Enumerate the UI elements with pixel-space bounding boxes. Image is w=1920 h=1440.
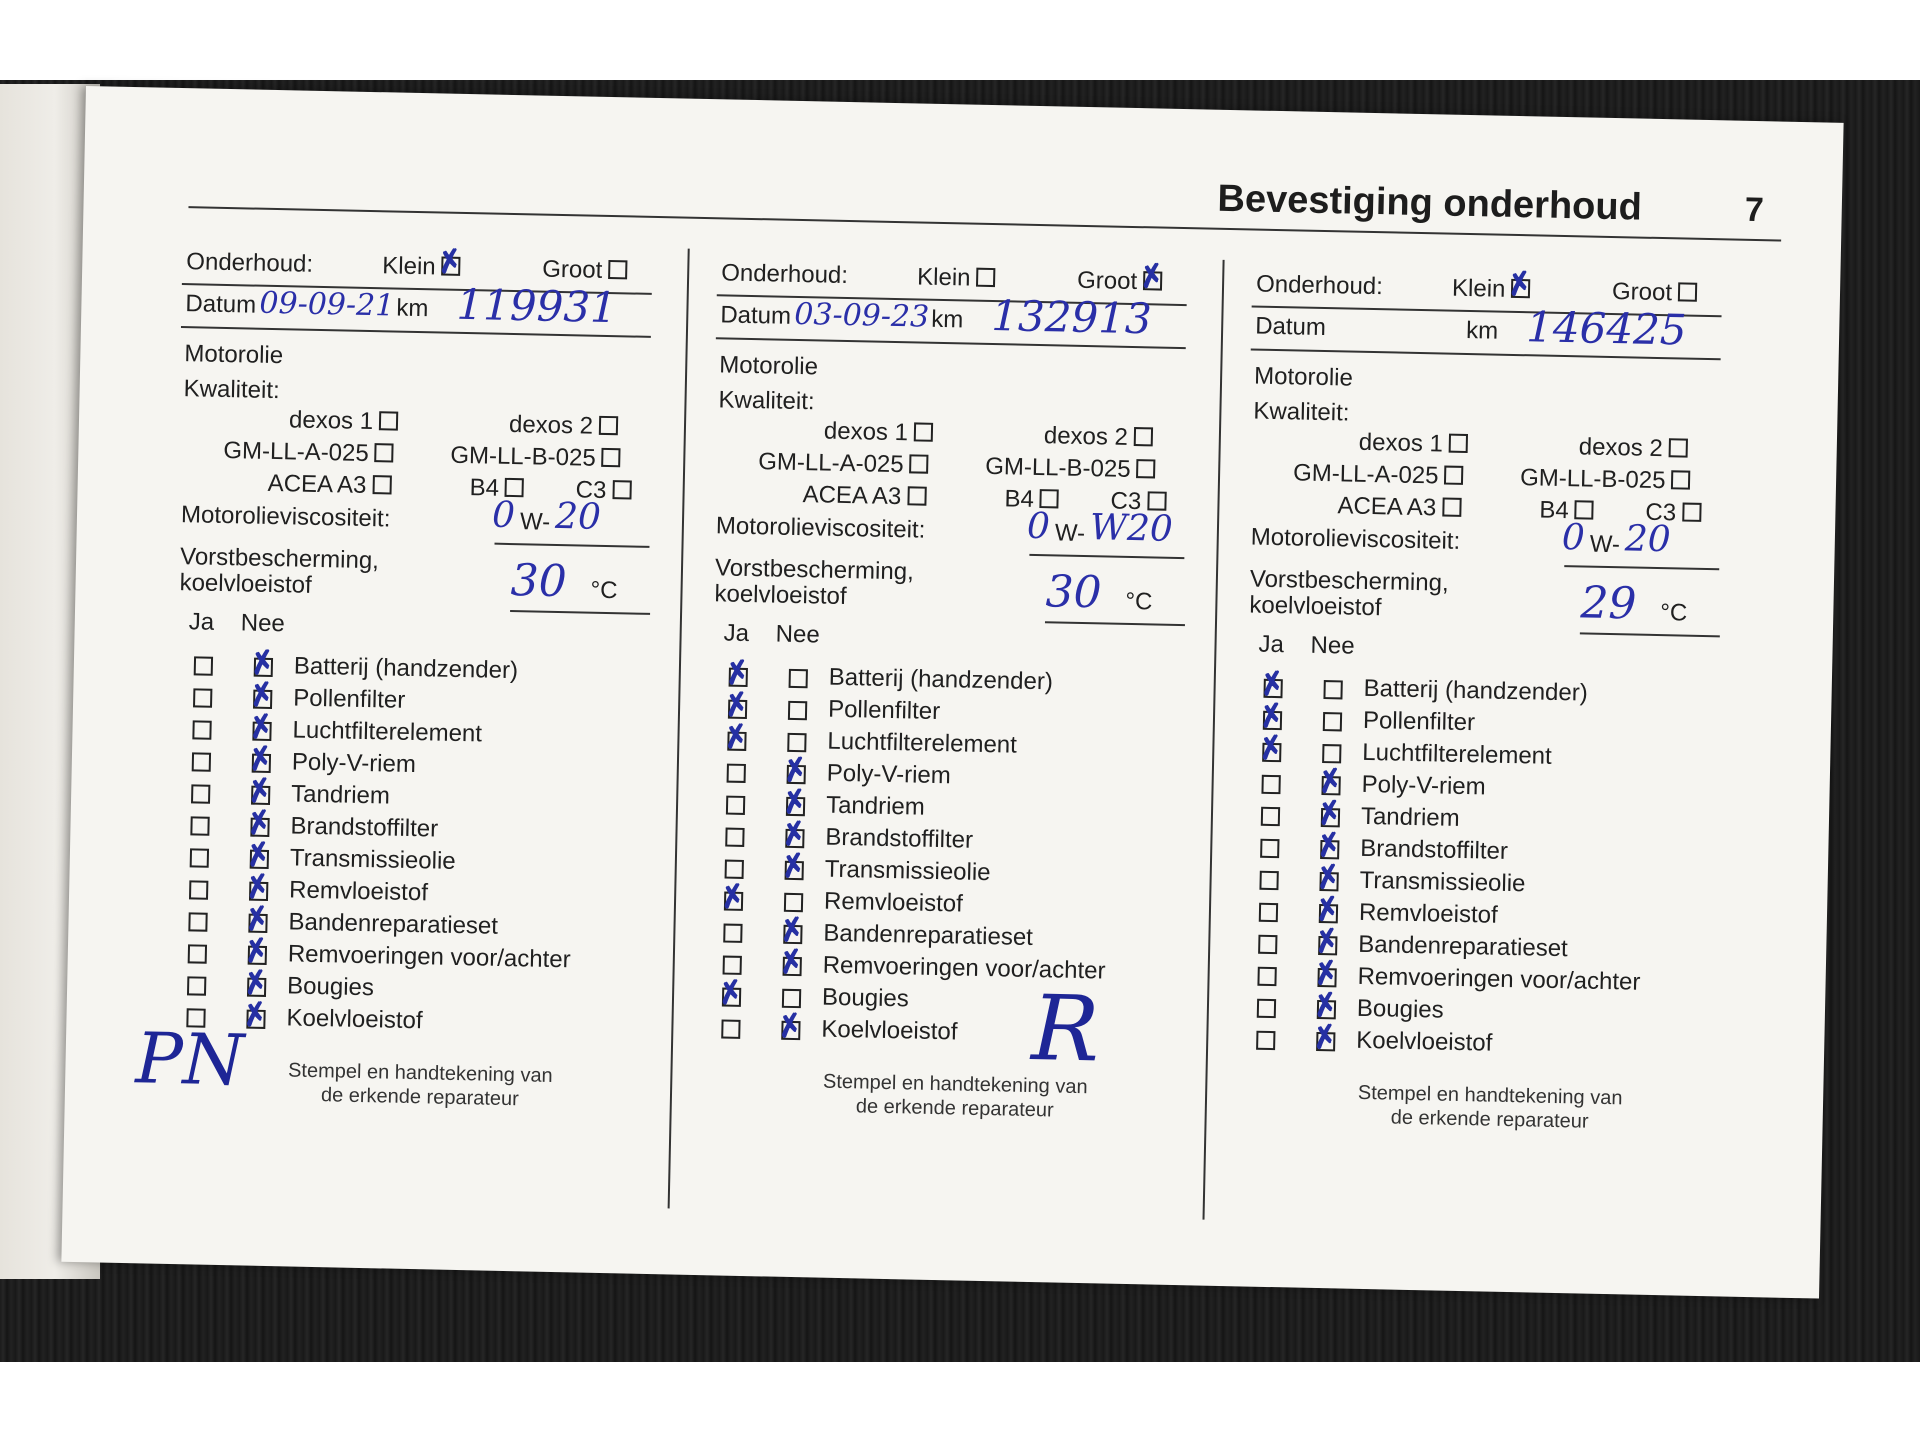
nee-checkbox xyxy=(1318,936,1337,955)
vorst-label-2: koelvloeistof xyxy=(179,569,312,599)
item-label: Poly-V-riem xyxy=(826,759,952,790)
ja-checkbox xyxy=(727,764,746,783)
nee-checkbox xyxy=(784,893,803,912)
checklist-item xyxy=(193,682,406,714)
nee-checkbox xyxy=(1316,1032,1335,1051)
item-label: Batterij (handzender) xyxy=(828,663,1054,696)
item-label: Transmissieolie xyxy=(824,855,991,887)
datum-label: Datum xyxy=(720,301,792,330)
dexos1-checkbox xyxy=(914,422,933,441)
item-label: Brandstoffilter xyxy=(290,812,439,843)
temp-rule xyxy=(1045,621,1185,626)
nee-checkbox xyxy=(1320,840,1339,859)
checklist-item xyxy=(1261,769,1486,801)
km-value: 132913 xyxy=(990,291,1153,344)
ja-checkbox xyxy=(1257,967,1276,986)
nee-checkbox xyxy=(786,797,805,816)
item-label: Poly-V-riem xyxy=(291,748,417,779)
entry-column-2 xyxy=(698,249,1237,1190)
ja-checkbox xyxy=(725,860,744,879)
acea-option xyxy=(802,481,926,512)
gm-a-option xyxy=(758,448,929,480)
vorst-label-2: koelvloeistof xyxy=(714,580,847,611)
acea-label: ACEA A3 xyxy=(1337,492,1437,522)
item-label: Remvloeistof xyxy=(1358,898,1498,929)
item-label: Bandenreparatieset xyxy=(823,919,1034,952)
nee-checkbox xyxy=(1317,968,1336,987)
ja-checkbox xyxy=(1258,935,1277,954)
temp-value: 30 xyxy=(1045,566,1103,619)
vorst-label-1: Vorstbescherming, xyxy=(714,554,915,586)
checklist-item xyxy=(722,982,910,1014)
groot-label: Groot xyxy=(1611,278,1673,307)
c3-checkbox xyxy=(612,480,631,499)
nee-checkbox xyxy=(788,701,807,720)
ja-header: Ja xyxy=(723,619,750,648)
ja-checkbox xyxy=(1256,1031,1275,1050)
groot-checkbox xyxy=(1143,271,1162,290)
klein-checkbox xyxy=(976,268,995,287)
viscosity-w: W- xyxy=(1589,530,1621,559)
c3-label: C3 xyxy=(1645,498,1677,527)
ja-checkbox xyxy=(190,816,209,835)
stamp-caption xyxy=(260,1058,581,1113)
item-label: Remvloeistof xyxy=(823,887,964,918)
checklist-item xyxy=(1259,865,1526,898)
item-label: Luchtfilterelement xyxy=(827,727,1018,759)
acea-label: ACEA A3 xyxy=(267,469,367,499)
item-label: Luchtfilterelement xyxy=(1362,738,1553,770)
dexos2-checkbox xyxy=(1669,438,1688,457)
acea-option xyxy=(267,470,391,501)
checklist-item xyxy=(723,918,1034,952)
viscosity-prefix: 0 xyxy=(1026,505,1051,548)
dexos2-label: dexos 2 xyxy=(508,410,594,440)
kwaliteit-label: Kwaliteit: xyxy=(1253,397,1350,427)
checklist-item xyxy=(1256,1025,1493,1057)
item-label: Koelvloeistof xyxy=(286,1004,423,1035)
onderhoud-label: Onderhoud: xyxy=(720,259,849,289)
motorolie-label: Motorolie xyxy=(1253,362,1354,392)
groot-checkbox xyxy=(1678,282,1697,301)
ja-checkbox xyxy=(726,796,745,815)
km-label: km xyxy=(396,294,429,323)
nee-checkbox xyxy=(1321,776,1340,795)
checklist-item xyxy=(189,874,429,907)
dexos1-checkbox xyxy=(379,411,398,430)
klein-option xyxy=(382,252,461,282)
nee-checkbox xyxy=(782,989,801,1008)
nee-checkbox xyxy=(252,722,271,741)
groot-label: Groot xyxy=(1076,266,1138,296)
ja-checkbox xyxy=(729,668,748,687)
item-label: Batterij (handzender) xyxy=(293,652,519,685)
item-label: Bougies xyxy=(821,983,910,1013)
checklist-item xyxy=(191,778,391,810)
stamp-line-1: Stempel en handtekening van xyxy=(822,1070,1088,1099)
ja-checkbox xyxy=(187,976,206,995)
acea-label: ACEA A3 xyxy=(802,481,902,511)
motorolie-label: Motorolie xyxy=(184,340,284,370)
b4-label: B4 xyxy=(1539,496,1570,525)
ja-checkbox xyxy=(1259,903,1278,922)
item-label: Bandenreparatieset xyxy=(288,908,499,940)
dexos2-label: dexos 2 xyxy=(1578,433,1664,463)
klein-option xyxy=(1452,275,1531,305)
ja-checkbox xyxy=(724,892,743,911)
nee-checkbox xyxy=(250,818,269,837)
entry-column-1 xyxy=(134,238,702,1179)
nee-checkbox xyxy=(785,829,804,848)
item-label: Remvoeringen voor/achter xyxy=(287,940,571,974)
dexos1-option xyxy=(824,418,934,448)
checklist-item xyxy=(721,1014,958,1046)
gm-a-checkbox xyxy=(909,454,928,473)
item-label: Bougies xyxy=(1356,994,1444,1024)
c3-label: C3 xyxy=(1110,487,1142,516)
datum-value: 03-09-23 xyxy=(794,296,930,335)
viscosity-w: W- xyxy=(1054,519,1086,548)
gm-b-option xyxy=(450,442,621,474)
temp-value: 29 xyxy=(1579,577,1638,630)
gm-a-label: GM-LL-A-025 xyxy=(757,448,904,479)
c3-checkbox xyxy=(1682,503,1701,522)
checklist-item xyxy=(188,906,499,940)
groot-checkbox xyxy=(608,260,627,279)
onderhoud-label: Onderhoud: xyxy=(186,248,314,278)
datum-label: Datum xyxy=(185,290,257,319)
ja-checkbox xyxy=(192,720,211,739)
gm-b-option xyxy=(1520,464,1691,496)
temp-rule xyxy=(1580,632,1720,637)
checklist-item xyxy=(726,790,926,822)
checklist-item xyxy=(1257,993,1444,1025)
nee-checkbox xyxy=(1323,680,1342,699)
ja-header: Ja xyxy=(188,608,215,636)
viscosity-prefix: 0 xyxy=(491,494,516,537)
ja-checkbox xyxy=(1262,743,1281,762)
item-label: Bandenreparatieset xyxy=(1358,930,1569,963)
ja-checkbox xyxy=(725,828,744,847)
nee-checkbox xyxy=(1321,808,1340,827)
item-label: Brandstoffilter xyxy=(825,823,974,854)
nee-checkbox xyxy=(1317,1000,1336,1019)
acea-checkbox xyxy=(372,475,391,494)
checklist-item xyxy=(1257,961,1641,996)
gm-b-label: GM-LL-B-025 xyxy=(450,441,596,472)
vorst-label-2: koelvloeistof xyxy=(1249,591,1382,622)
ja-checkbox xyxy=(1257,999,1276,1018)
ja-checkbox xyxy=(1260,839,1279,858)
dexos1-label: dexos 1 xyxy=(1358,428,1444,458)
acea-checkbox xyxy=(907,486,926,505)
klein-checkbox xyxy=(441,256,460,275)
klein-option xyxy=(917,263,996,293)
stamp-line-1: Stempel en handtekening van xyxy=(1357,1081,1623,1110)
nee-header: Nee xyxy=(775,620,820,649)
page-title: Bevestiging onderhoud xyxy=(1217,177,1643,229)
klein-label: Klein xyxy=(916,263,971,292)
item-label: Poly-V-riem xyxy=(1361,770,1486,801)
gm-a-option xyxy=(223,437,394,469)
service-booklet-page xyxy=(61,86,1843,1299)
ja-checkbox xyxy=(1261,807,1280,826)
dexos2-checkbox xyxy=(1134,427,1153,446)
nee-checkbox xyxy=(252,754,271,773)
checklist-item xyxy=(187,970,375,1002)
item-label: Luchtfilterelement xyxy=(292,716,483,748)
page-number: 7 xyxy=(1744,190,1765,230)
ja-checkbox xyxy=(191,784,210,803)
acea-checkbox xyxy=(1442,497,1461,516)
stamp-line-2: de erkende reparateur xyxy=(855,1095,1054,1122)
nee-checkbox xyxy=(787,765,806,784)
kwaliteit-label: Kwaliteit: xyxy=(718,386,815,416)
nee-checkbox xyxy=(785,861,804,880)
gm-b-option xyxy=(985,453,1156,485)
ja-checkbox xyxy=(723,956,742,975)
stamp-line-1: Stempel en handtekening van xyxy=(287,1059,553,1087)
checklist xyxy=(721,662,1106,1046)
checklist-item xyxy=(726,758,952,790)
km-label: km xyxy=(931,305,964,334)
item-label: Transmissieolie xyxy=(1359,866,1526,898)
klein-label: Klein xyxy=(382,252,436,281)
item-label: Remvloeistof xyxy=(288,876,429,907)
viscosity-w: W- xyxy=(519,508,551,536)
gm-a-label: GM-LL-A-025 xyxy=(223,436,370,467)
viscosity-value: W20 xyxy=(1089,507,1174,550)
dexos2-option xyxy=(509,411,619,441)
ja-checkbox xyxy=(189,880,208,899)
item-label: Remvoeringen voor/achter xyxy=(1357,962,1641,996)
gm-b-label: GM-LL-B-025 xyxy=(984,452,1131,483)
klein-checkbox xyxy=(1511,279,1530,298)
dexos1-option xyxy=(289,406,399,436)
item-label: Brandstoffilter xyxy=(1360,834,1509,865)
b4-label: B4 xyxy=(469,474,500,502)
ja-checkbox xyxy=(727,732,746,751)
dexos2-option xyxy=(1578,433,1688,463)
ja-header: Ja xyxy=(1258,630,1285,659)
onderhoud-label: Onderhoud: xyxy=(1255,270,1384,301)
dexos2-option xyxy=(1044,422,1154,452)
item-label: Remvoeringen voor/achter xyxy=(822,951,1106,985)
ja-checkbox xyxy=(721,1020,740,1039)
checklist-item xyxy=(1260,833,1509,865)
checklist xyxy=(1256,673,1641,1057)
motorolie-label: Motorolie xyxy=(719,351,819,381)
kwaliteit-label: Kwaliteit: xyxy=(183,375,280,405)
nee-checkbox xyxy=(247,978,266,997)
nee-checkbox xyxy=(787,733,806,752)
vorst-label-1: Vorstbescherming, xyxy=(179,543,380,575)
item-label: Pollenfilter xyxy=(1362,706,1476,737)
nee-checkbox xyxy=(251,786,270,805)
gm-b-checkbox xyxy=(1671,470,1690,489)
entry-column-3 xyxy=(1233,260,1772,1201)
nee-checkbox xyxy=(783,957,802,976)
celsius-unit: °C xyxy=(1125,587,1153,616)
stamp-caption xyxy=(1329,1080,1650,1135)
ja-checkbox xyxy=(188,912,207,931)
viscositeit-label: Motorolieviscositeit: xyxy=(1250,523,1461,555)
b4-label: B4 xyxy=(1004,485,1035,513)
checklist-item xyxy=(192,746,417,779)
item-label: Tandriem xyxy=(290,780,391,810)
nee-checkbox xyxy=(1319,904,1338,923)
ja-checkbox xyxy=(723,924,742,943)
gm-b-checkbox xyxy=(602,448,621,467)
ja-checkbox xyxy=(193,688,212,707)
nee-checkbox xyxy=(249,882,268,901)
ja-checkbox xyxy=(1263,711,1282,730)
ja-checkbox xyxy=(192,752,211,771)
temp-rule xyxy=(510,610,650,615)
temp-value: 30 xyxy=(510,555,568,608)
ja-checkbox xyxy=(188,944,207,963)
datum-value: 09-09-21 xyxy=(259,285,395,324)
klein-label: Klein xyxy=(1451,274,1506,303)
gm-a-label: GM-LL-A-025 xyxy=(1292,459,1439,490)
signature: R xyxy=(1030,976,1101,1083)
nee-checkbox xyxy=(250,850,269,869)
nee-checkbox xyxy=(789,669,808,688)
nee-checkbox xyxy=(253,690,272,709)
viscosity-prefix: 0 xyxy=(1561,517,1586,559)
checklist xyxy=(186,650,571,1035)
checklist-item xyxy=(727,726,1018,759)
item-label: Tandriem xyxy=(825,791,926,821)
nee-checkbox xyxy=(248,914,267,933)
viscosity-rule xyxy=(1564,565,1719,570)
celsius-unit: °C xyxy=(1660,599,1688,627)
km-value: 146425 xyxy=(1525,302,1688,355)
viscosity-value: 20 xyxy=(554,495,602,538)
item-label: Batterij (handzender) xyxy=(1363,674,1589,707)
ja-checkbox xyxy=(1263,679,1282,698)
checklist-item xyxy=(1259,897,1498,929)
item-label: Tandriem xyxy=(1360,802,1460,832)
checklist-item xyxy=(724,886,964,918)
celsius-unit: °C xyxy=(590,576,618,605)
item-label: Transmissieolie xyxy=(289,844,456,875)
vorst-label-1: Vorstbescherming, xyxy=(1249,565,1449,597)
gm-b-label: GM-LL-B-025 xyxy=(1519,464,1666,495)
signature: PN xyxy=(134,1017,245,1102)
nee-checkbox xyxy=(254,658,273,677)
nee-checkbox xyxy=(783,925,802,944)
item-label: Koelvloeistof xyxy=(1356,1026,1493,1057)
item-label: Bougies xyxy=(286,972,375,1002)
checklist-item xyxy=(192,714,483,748)
viscositeit-label: Motorolieviscositeit: xyxy=(715,512,926,544)
viscositeit-label: Motorolieviscositeit: xyxy=(180,501,391,533)
dexos1-label: dexos 1 xyxy=(288,406,374,436)
nee-checkbox xyxy=(246,1010,265,1029)
checklist-item xyxy=(190,842,456,875)
ja-checkbox xyxy=(190,848,209,867)
acea-option xyxy=(1337,492,1461,523)
km-value: 119931 xyxy=(455,279,618,333)
checklist-item xyxy=(1262,737,1553,770)
nee-checkbox xyxy=(1323,712,1342,731)
item-label: Pollenfilter xyxy=(827,695,941,726)
dexos1-checkbox xyxy=(1449,434,1468,453)
viscosity-value: 20 xyxy=(1624,518,1672,561)
nee-checkbox xyxy=(1322,744,1341,763)
ja-checkbox xyxy=(728,700,747,719)
km-label: km xyxy=(1465,316,1499,345)
gm-b-checkbox xyxy=(1136,459,1155,478)
ja-checkbox xyxy=(722,988,741,1007)
checklist-item xyxy=(188,938,571,974)
c3-label: C3 xyxy=(575,476,607,504)
ja-checkbox xyxy=(1261,775,1280,794)
groot-label: Groot xyxy=(541,255,603,284)
dexos2-label: dexos 2 xyxy=(1043,422,1129,451)
nee-header: Nee xyxy=(240,609,286,638)
ja-checkbox xyxy=(1259,871,1278,890)
nee-checkbox xyxy=(248,946,267,965)
nee-checkbox xyxy=(1319,872,1338,891)
checklist-item xyxy=(725,822,974,854)
ja-checkbox xyxy=(194,656,213,675)
dexos2-checkbox xyxy=(599,416,618,435)
gm-a-checkbox xyxy=(1444,466,1463,485)
gm-a-checkbox xyxy=(375,443,394,462)
datum-label: Datum xyxy=(1254,312,1327,342)
stamp-line-2: de erkende reparateur xyxy=(1390,1106,1589,1133)
dexos1-label: dexos 1 xyxy=(823,417,909,447)
checklist-item xyxy=(1261,801,1460,833)
nee-checkbox xyxy=(781,1021,800,1040)
checklist-item xyxy=(194,650,519,685)
checklist-item xyxy=(1258,929,1569,963)
viscosity-rule xyxy=(1029,554,1184,559)
item-label: Pollenfilter xyxy=(292,684,406,714)
dexos1-option xyxy=(1359,429,1469,459)
item-label: Koelvloeistof xyxy=(821,1015,958,1046)
checklist-item xyxy=(190,810,439,843)
stamp-line-2: de erkende reparateur xyxy=(320,1084,520,1111)
viscosity-rule xyxy=(494,543,649,548)
nee-header: Nee xyxy=(1310,631,1355,660)
gm-a-option xyxy=(1293,459,1464,491)
